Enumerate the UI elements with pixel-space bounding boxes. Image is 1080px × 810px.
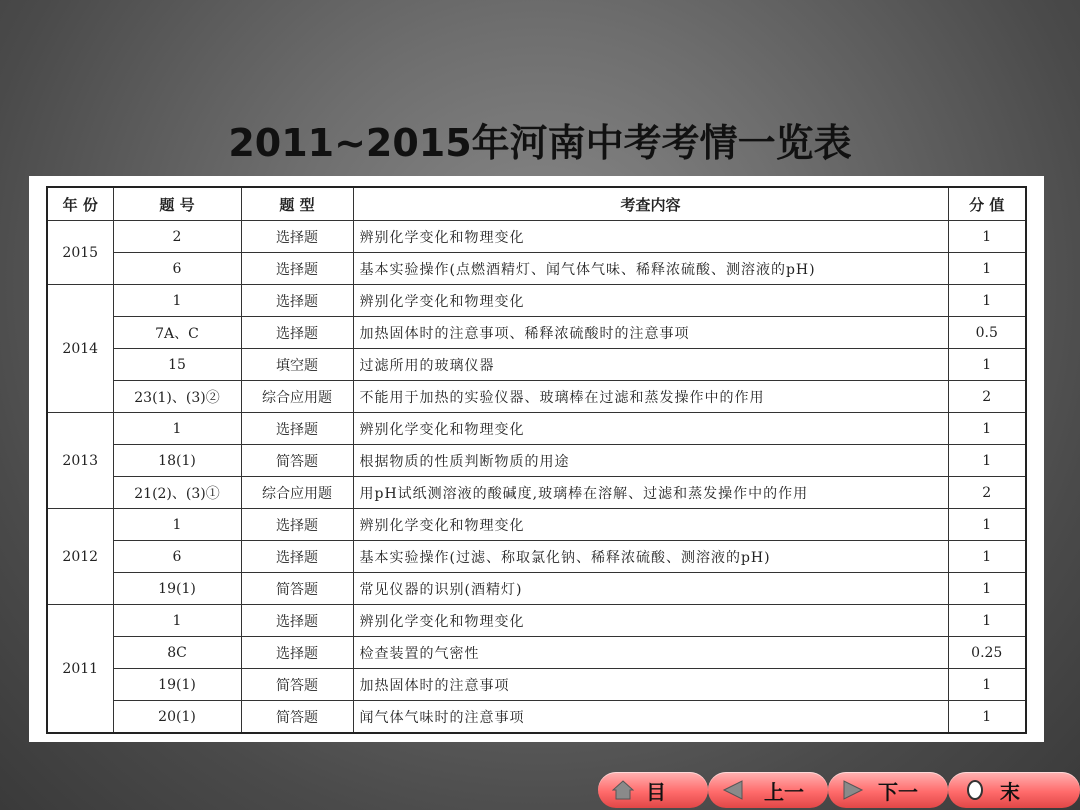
score-cell: 1	[948, 349, 1026, 381]
question-type-cell: 简答题	[241, 573, 353, 605]
question-number-cell: 1	[113, 413, 241, 445]
question-type-cell: 选择题	[241, 605, 353, 637]
score-cell: 1	[948, 541, 1026, 573]
table-row	[47, 509, 1026, 541]
question-number-cell: 6	[113, 253, 241, 285]
question-type-cell: 选择题	[241, 541, 353, 573]
table-row	[47, 541, 1026, 573]
table-row	[47, 349, 1026, 381]
question-type-cell: 选择题	[241, 637, 353, 669]
end-icon	[964, 779, 986, 801]
question-number-cell: 15	[113, 349, 241, 381]
content-cell: 辨别化学变化和物理变化	[353, 413, 948, 445]
header-year: 年 份	[47, 187, 113, 221]
question-number-cell: 23(1)、(3)②	[113, 381, 241, 413]
score-cell: 1	[948, 605, 1026, 637]
score-cell: 1	[948, 701, 1026, 734]
prev-label: 上一	[764, 780, 804, 804]
question-type-cell: 选择题	[241, 253, 353, 285]
question-type-cell: 填空题	[241, 349, 353, 381]
table-header-row	[47, 187, 1026, 221]
score-cell: 2	[948, 477, 1026, 509]
table-row	[47, 669, 1026, 701]
content-cell: 用pH试纸测溶液的酸碱度,玻璃棒在溶解、过滤和蒸发操作中的作用	[353, 477, 948, 509]
question-number-cell: 21(2)、(3)①	[113, 477, 241, 509]
question-number-cell: 18(1)	[113, 445, 241, 477]
score-cell: 0.25	[948, 637, 1026, 669]
content-cell: 加热固体时的注意事项	[353, 669, 948, 701]
question-type-cell: 选择题	[241, 413, 353, 445]
table-row	[47, 477, 1026, 509]
question-type-cell: 选择题	[241, 285, 353, 317]
home-button[interactable]	[598, 772, 708, 808]
question-number-cell: 1	[113, 509, 241, 541]
table-row	[47, 317, 1026, 349]
content-cell: 辨别化学变化和物理变化	[353, 605, 948, 637]
question-type-cell: 选择题	[241, 221, 353, 253]
question-number-cell: 1	[113, 605, 241, 637]
page-title: 2011~2015年河南中考考情一览表	[228, 121, 852, 165]
table-row	[47, 221, 1026, 253]
question-number-cell: 1	[113, 285, 241, 317]
score-cell: 1	[948, 669, 1026, 701]
next-button[interactable]	[828, 772, 948, 808]
score-cell: 0.5	[948, 317, 1026, 349]
header-content: 考查内容	[353, 187, 948, 221]
question-type-cell: 选择题	[241, 509, 353, 541]
slide-nav-bar	[598, 772, 1080, 808]
question-type-cell: 简答题	[241, 701, 353, 734]
table-row	[47, 381, 1026, 413]
table-row	[47, 605, 1026, 637]
table-row	[47, 253, 1026, 285]
content-cell: 辨别化学变化和物理变化	[353, 221, 948, 253]
content-cell: 检查装置的气密性	[353, 637, 948, 669]
question-type-cell: 简答题	[241, 445, 353, 477]
table-row	[47, 637, 1026, 669]
table-row	[47, 701, 1026, 734]
table-body	[47, 221, 1026, 734]
table-row	[47, 445, 1026, 477]
score-cell: 1	[948, 221, 1026, 253]
home-icon	[612, 780, 634, 800]
table-row	[47, 413, 1026, 445]
header-type: 题 型	[241, 187, 353, 221]
score-cell: 1	[948, 285, 1026, 317]
next-label: 下一	[878, 780, 918, 804]
question-type-cell: 选择题	[241, 317, 353, 349]
score-cell: 1	[948, 253, 1026, 285]
question-number-cell: 7A、C	[113, 317, 241, 349]
question-number-cell: 8C	[113, 637, 241, 669]
content-cell: 闻气体气味时的注意事项	[353, 701, 948, 734]
question-number-cell: 19(1)	[113, 669, 241, 701]
year-cell: 2013	[47, 413, 113, 509]
score-cell: 2	[948, 381, 1026, 413]
question-number-cell: 20(1)	[113, 701, 241, 734]
question-number-cell: 2	[113, 221, 241, 253]
content-cell: 加热固体时的注意事项、稀释浓硫酸时的注意事项	[353, 317, 948, 349]
header-score: 分 值	[948, 187, 1026, 221]
prev-button[interactable]	[708, 772, 828, 808]
prev-arrow-icon	[722, 780, 744, 800]
table-row	[47, 573, 1026, 605]
content-cell: 基本实验操作(点燃酒精灯、闻气体气味、稀释浓硫酸、测溶液的pH)	[353, 253, 948, 285]
content-cell: 不能用于加热的实验仪器、玻璃棒在过滤和蒸发操作中的作用	[353, 381, 948, 413]
question-type-cell: 综合应用题	[241, 381, 353, 413]
question-type-cell: 简答题	[241, 669, 353, 701]
year-cell: 2012	[47, 509, 113, 605]
header-number: 题 号	[113, 187, 241, 221]
content-cell: 根据物质的性质判断物质的用途	[353, 445, 948, 477]
content-cell: 基本实验操作(过滤、称取氯化钠、稀释浓硫酸、测溶液的pH)	[353, 541, 948, 573]
table-row	[47, 285, 1026, 317]
year-cell: 2011	[47, 605, 113, 734]
table-panel	[29, 176, 1044, 742]
score-cell: 1	[948, 573, 1026, 605]
score-cell: 1	[948, 413, 1026, 445]
end-label: 末	[1000, 780, 1020, 804]
question-number-cell: 19(1)	[113, 573, 241, 605]
end-button[interactable]	[948, 772, 1080, 808]
exam-table	[46, 186, 1027, 734]
score-cell: 1	[948, 509, 1026, 541]
year-cell: 2014	[47, 285, 113, 413]
score-cell: 1	[948, 445, 1026, 477]
home-label: 目	[646, 780, 666, 804]
content-cell: 过滤所用的玻璃仪器	[353, 349, 948, 381]
next-arrow-icon	[842, 780, 864, 800]
content-cell: 辨别化学变化和物理变化	[353, 285, 948, 317]
question-type-cell: 综合应用题	[241, 477, 353, 509]
content-cell: 辨别化学变化和物理变化	[353, 509, 948, 541]
year-cell: 2015	[47, 221, 113, 285]
question-number-cell: 6	[113, 541, 241, 573]
content-cell: 常见仪器的识别(酒精灯)	[353, 573, 948, 605]
